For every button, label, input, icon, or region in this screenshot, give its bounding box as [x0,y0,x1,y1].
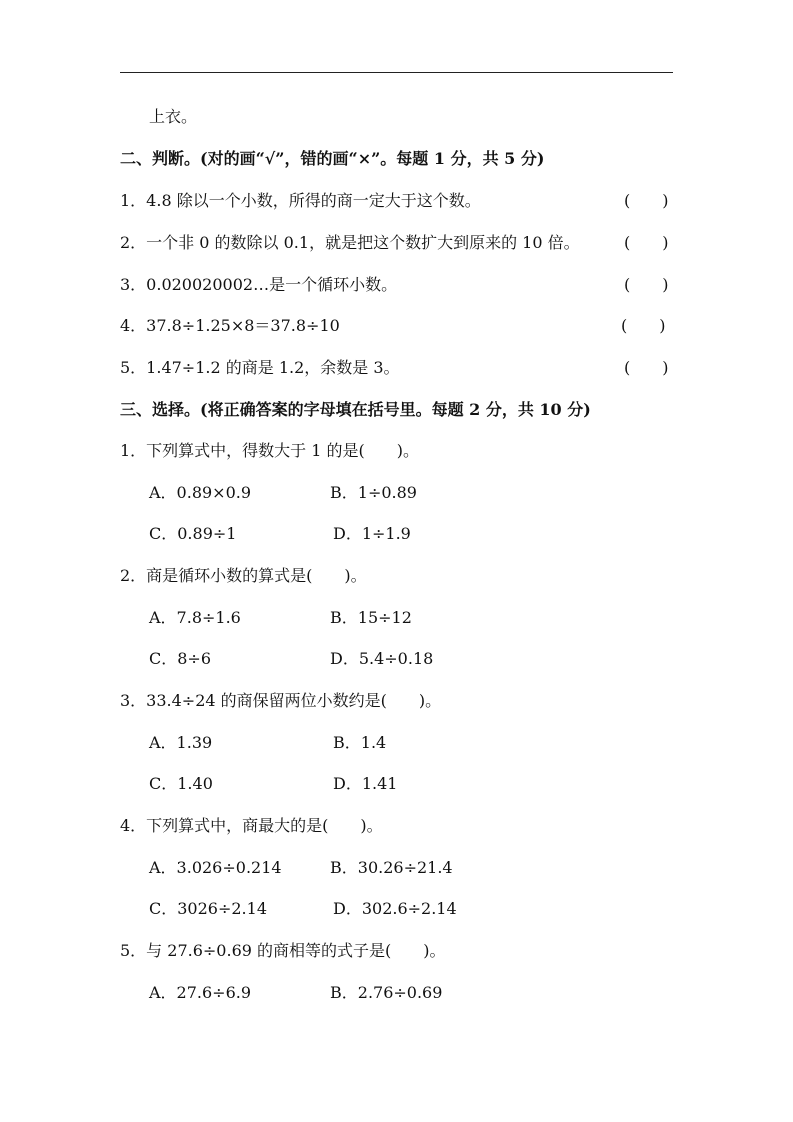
q4-option-d[interactable]: D．302.6÷2.14 [333,899,457,918]
choice-question-2: 2．商是循环小数的算式是( )。 [120,566,367,585]
judge-item-2: 2．一个非 0 的数除以 0.1，就是把这个数扩大到原来的 10 倍。 [120,233,580,252]
answer-paren-1[interactable]: ( ) [624,191,669,210]
q2-option-c[interactable]: C．8÷6 [149,649,212,668]
answer-paren-5[interactable]: ( ) [624,358,669,377]
q1-option-d[interactable]: D．1÷1.9 [333,524,411,543]
judge-item-4: 4．37.8÷1.25×8＝37.8÷10 [120,316,340,335]
choice-question-5: 5．与 27.6÷0.69 的商相等的式子是( )。 [120,941,446,960]
q5-option-a[interactable]: A．27.6÷6.9 [149,983,252,1002]
q1-option-b[interactable]: B．1÷0.89 [330,483,417,502]
answer-paren-4[interactable]: ( ) [621,316,666,335]
q2-option-d[interactable]: D．5.4÷0.18 [330,649,434,668]
judge-item-5: 5．1.47÷1.2 的商是 1.2，余数是 3。 [120,358,400,377]
q4-option-a[interactable]: A．3.026÷0.214 [149,858,282,877]
q1-option-c[interactable]: C．0.89÷1 [149,524,237,543]
q5-option-b[interactable]: B．2.76÷0.69 [330,983,443,1002]
answer-paren-2[interactable]: ( ) [624,233,669,252]
choice-question-3: 3．33.4÷24 的商保留两位小数约是( )。 [120,691,442,710]
q2-option-a[interactable]: A．7.8÷1.6 [149,608,241,627]
q3-option-b[interactable]: B．1.4 [333,733,387,752]
q3-option-a[interactable]: A．1.39 [149,733,213,752]
q4-option-c[interactable]: C．3026÷2.14 [149,899,267,918]
choice-question-1: 1．下列算式中，得数大于 1 的是( )。 [120,441,420,460]
section2-heading: 二、判断。(对的画“√”，错的画“×”。每题 1 分，共 5 分) [120,149,545,168]
section3-heading: 三、选择。(将正确答案的字母填在括号里。每题 2 分，共 10 分) [120,400,591,419]
answer-paren-3[interactable]: ( ) [624,275,669,294]
q3-option-d[interactable]: D．1.41 [333,774,398,793]
q3-option-c[interactable]: C．1.40 [149,774,213,793]
continuation-text: 上衣。 [149,107,198,126]
header-rule [120,72,673,73]
judge-item-3: 3．0.020020002…是一个循环小数。 [120,275,398,294]
judge-item-1: 1．4.8 除以一个小数，所得的商一定大于这个数。 [120,191,481,210]
q4-option-b[interactable]: B．30.26÷21.4 [330,858,453,877]
q2-option-b[interactable]: B．15÷12 [330,608,412,627]
choice-question-4: 4．下列算式中，商最大的是( )。 [120,816,383,835]
q1-option-a[interactable]: A．0.89×0.9 [149,483,252,502]
